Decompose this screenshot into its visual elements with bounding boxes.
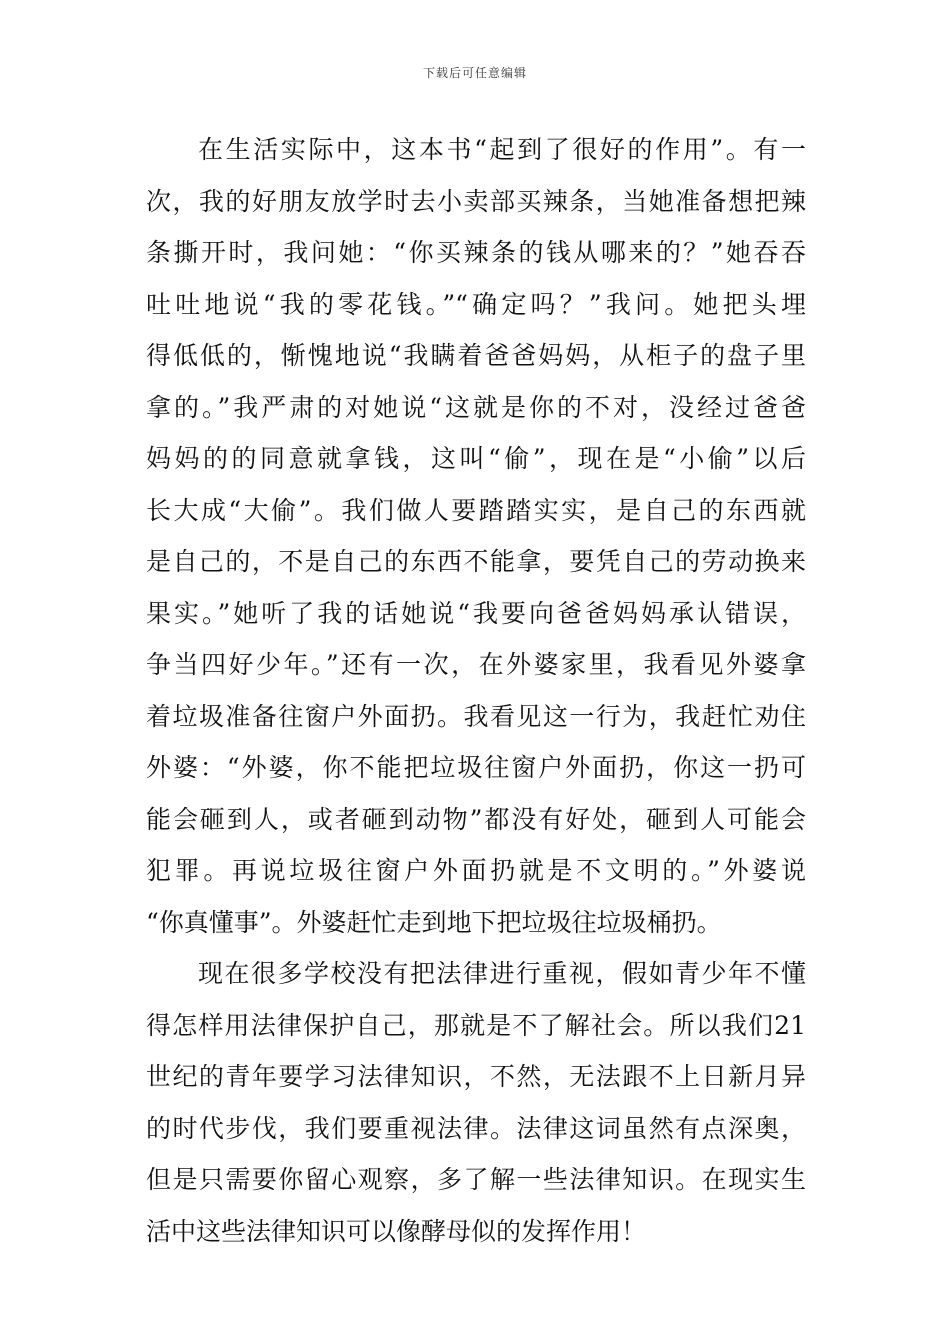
- text-line: 是自己的，不是自己的东西不能拿，要凭自己的劳动换来: [146, 547, 806, 576]
- text-line: 条撕开时，我问她：“你买辣条的钱从哪来的？”她吞吞: [146, 238, 806, 267]
- text-line: 得怎样用法律保护自己，那就是不了解社会。所以我们21: [146, 1010, 806, 1040]
- text-line: 次，我的好朋友放学时去小卖部买辣条，当她准备想把辣: [146, 186, 806, 216]
- text-line: 世纪的青年要学习法律知识，不然，无法跟不上日新月异: [146, 1062, 806, 1091]
- text-line: 果实。”她听了我的话她说“我要向爸爸妈妈承认错误，: [146, 598, 806, 628]
- text-line: 犯罪。再说垃圾往窗户外面扔就是不文明的。”外婆说: [146, 856, 806, 885]
- document-body: [146, 124, 806, 1257]
- text-line: 在生活实际中，这本书“起到了很好的作用”。有一: [198, 135, 806, 164]
- text-line: 着垃圾准备往窗户外面扔。我看见这一行为，我赶忙劝住: [146, 701, 806, 731]
- text-line: 活中这些法律知识可以像酵母似的发挥作用！: [146, 1216, 647, 1246]
- text-line: 吐吐地说“我的零花钱。”“确定吗？”我问。她把头埋: [146, 289, 806, 319]
- text-line: 得低低的，惭愧地说“我瞒着爸爸妈妈，从柜子的盘子里: [146, 341, 806, 370]
- text-line: 长大成“大偷”。我们做人要踏踏实实，是自己的东西就: [146, 495, 806, 525]
- paragraph-2: [146, 948, 806, 1257]
- text-line: 争当四好少年。”还有一次，在外婆家里，我看见外婆拿: [146, 650, 806, 679]
- text-line: 但是只需要你留心观察，多了解一些法律知识。在现实生: [146, 1165, 806, 1194]
- text-line: 拿的。”我严肃的对她说“这就是你的不对，没经过爸爸: [146, 392, 806, 422]
- text-line: 现在很多学校没有把法律进行重视，假如青少年不懂: [198, 959, 806, 988]
- text-line: 能会砸到人，或者砸到动物”都没有好处，砸到人可能会: [146, 804, 806, 834]
- text-line: 外婆：“外婆，你不能把垃圾往窗户外面扔，你这一扔可: [146, 753, 806, 782]
- text-line: “你真懂事”。外婆赶忙走到地下把垃圾往垃圾桶扔。: [146, 907, 722, 937]
- text-line: 的时代步伐，我们要重视法律。法律这词虽然有点深奥，: [146, 1113, 806, 1143]
- paragraph-1: [146, 124, 806, 948]
- page-header: 下载后可任意编辑: [422, 66, 527, 80]
- text-line: 妈妈的的同意就拿钱，这叫“偷”，现在是“小偷”以后: [146, 444, 806, 473]
